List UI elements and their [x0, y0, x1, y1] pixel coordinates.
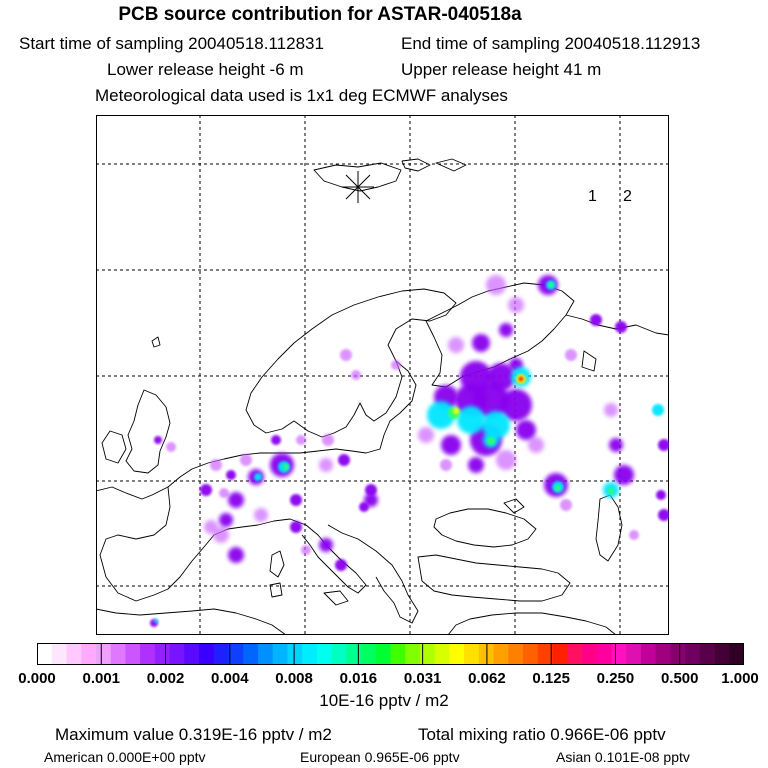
color-scale-cell	[155, 643, 170, 665]
total-mixing-label: Total mixing ratio 0.966E-06 pptv	[418, 725, 666, 744]
concentration-hotspot	[441, 435, 461, 455]
color-scale-tick-label: 0.250	[596, 670, 635, 687]
concentration-hotspot	[154, 436, 162, 444]
concentration-hotspot	[440, 459, 452, 471]
concentration-hotspot	[418, 427, 434, 443]
point-label-1: 1	[588, 188, 597, 205]
color-scale-cell	[214, 643, 229, 665]
color-scale-cell	[125, 643, 140, 665]
north-pole-marker	[342, 171, 374, 203]
map-title: PCB source contribution for ASTAR-040518a	[118, 4, 522, 25]
concentration-hotspot	[200, 484, 212, 496]
color-scale-cell	[449, 643, 464, 665]
color-scale-tick-label: 0.001	[82, 670, 121, 687]
color-scale-cell	[715, 643, 730, 665]
concentration-hotspot	[254, 508, 268, 522]
concentration-hotspot	[154, 619, 158, 623]
concentration-hotspot	[391, 360, 401, 370]
concentration-hotspot	[340, 349, 352, 361]
color-scale-tick-label: 0.125	[532, 670, 570, 687]
concentration-hotspot	[604, 403, 618, 417]
upper-height-label: Upper release height 41 m	[401, 60, 602, 79]
color-scale-cell	[656, 643, 671, 665]
color-scale-cell	[184, 643, 199, 665]
color-scale-cell	[641, 643, 656, 665]
color-scale-tick-label: 1.000	[721, 670, 759, 687]
concentration-hotspot	[590, 314, 602, 326]
concentration-hotspot	[290, 494, 302, 506]
color-scale-cell	[464, 643, 479, 665]
concentration-hotspot	[656, 490, 666, 500]
concentration-hotspot	[290, 521, 302, 533]
met-data-label: Meteorological data used is 1x1 deg ECMWF analyses	[95, 86, 508, 105]
concentration-hotspot	[486, 275, 506, 295]
color-scale-bar	[37, 643, 744, 665]
concentration-hotspot	[319, 458, 333, 472]
concentration-hotspot	[468, 457, 484, 473]
concentration-hotspot	[210, 459, 222, 471]
color-scale-cell	[538, 643, 553, 665]
concentration-hotspot	[496, 450, 516, 470]
concentration-hotspot	[516, 420, 536, 440]
color-scale-cell	[140, 643, 155, 665]
end-time-label: End time of sampling 20040518.112913	[401, 34, 701, 53]
asian-contribution: Asian 0.101E-08 pptv	[556, 749, 690, 765]
concentration-hotspot	[240, 454, 252, 466]
color-scale-cell	[111, 643, 126, 665]
concentration-hotspot	[499, 323, 513, 337]
american-contribution: American 0.000E+00 pptv	[44, 749, 206, 765]
concentration-hotspot	[213, 527, 229, 543]
color-scale-cell	[302, 643, 317, 665]
color-scale-cell	[170, 643, 185, 665]
color-scale-tick-label: 0.008	[275, 670, 313, 687]
concentration-hotspot	[519, 377, 524, 382]
color-scale-cell	[361, 643, 376, 665]
color-scale-cell	[273, 643, 288, 665]
color-scale-tick-label: 0.016	[339, 670, 378, 687]
concentration-hotspot	[219, 488, 229, 498]
max-value-label: Maximum value 0.319E-16 pptv / m2	[55, 725, 332, 744]
concentration-hotspot	[472, 334, 490, 352]
concentration-hotspot	[322, 434, 334, 446]
color-scale-tick-label: 0.031	[403, 670, 442, 687]
color-scale-cell	[553, 643, 568, 665]
legend-unit: 10E-16 pptv / m2	[319, 691, 449, 710]
concentration-hotspot	[457, 406, 485, 434]
color-scale-cell	[729, 643, 744, 665]
color-scale-cell	[258, 643, 273, 665]
concentration-hotspot	[301, 545, 311, 555]
color-scale-cell	[228, 643, 243, 665]
color-scale-cell	[52, 643, 67, 665]
color-scale-cell	[391, 643, 406, 665]
concentration-hotspot	[338, 454, 350, 466]
concentration-hotspot	[487, 437, 495, 445]
color-scale-cell	[582, 643, 597, 665]
concentration-hotspot	[319, 538, 333, 552]
concentration-hotspot	[528, 437, 544, 453]
concentration-hotspot	[508, 297, 524, 313]
european-contribution: European 0.965E-06 pptv	[300, 749, 460, 765]
color-scale-tick-label: 0.062	[468, 670, 506, 687]
concentration-map	[96, 115, 669, 635]
color-scale-cell	[567, 643, 582, 665]
color-scale-cell	[376, 643, 391, 665]
color-scale-cell	[626, 643, 641, 665]
color-scale-cell	[405, 643, 420, 665]
concentration-hotspot	[351, 370, 361, 380]
color-scale-cell	[494, 643, 509, 665]
color-scale-cell	[346, 643, 361, 665]
concentration-hotspot	[226, 470, 236, 480]
concentration-hotspot	[254, 473, 262, 481]
concentration-hotspot	[565, 349, 577, 361]
concentration-hotspot	[608, 488, 614, 494]
color-scale-cell	[597, 643, 612, 665]
color-scale-cell	[37, 643, 52, 665]
concentration-hotspot	[453, 408, 459, 414]
concentration-hotspot	[219, 513, 233, 527]
color-scale-cell	[685, 643, 700, 665]
concentration-hotspot	[283, 464, 289, 470]
concentration-hotspot	[166, 442, 176, 452]
color-scale-tick-label: 0.002	[146, 670, 185, 687]
concentration-hotspot	[629, 530, 639, 540]
color-scale-cell	[199, 643, 214, 665]
concentration-hotspot	[555, 485, 561, 491]
concentration-hotspot	[296, 435, 306, 445]
start-time-label: Start time of sampling 20040518.112831	[19, 34, 324, 53]
concentration-hotspot	[652, 404, 664, 416]
concentration-hotspot	[228, 547, 244, 563]
concentration-hotspot	[228, 492, 244, 508]
color-scale-tick-label: 0.500	[660, 670, 699, 687]
concentration-hotspot	[335, 559, 347, 571]
concentration-hotspot	[271, 435, 281, 445]
color-scale-cell	[81, 643, 96, 665]
concentration-hotspot	[614, 465, 634, 485]
color-scale-cell	[96, 643, 111, 665]
color-scale-cell	[508, 643, 523, 665]
color-scale-cell	[611, 643, 626, 665]
color-scale-cell	[66, 643, 81, 665]
point-label-2: 2	[623, 188, 632, 205]
color-scale-cell	[700, 643, 715, 665]
concentration-hotspot	[560, 499, 572, 511]
concentration-hotspot	[609, 438, 623, 452]
color-scale-cell	[523, 643, 538, 665]
concentration-hotspot	[359, 502, 369, 512]
color-scale-cell	[670, 643, 685, 665]
color-scale-cell	[287, 643, 302, 665]
color-scale-cell	[317, 643, 332, 665]
lower-height-label: Lower release height -6 m	[107, 60, 304, 79]
color-scale-tick-label: 0.004	[211, 670, 249, 687]
color-scale-cell	[332, 643, 347, 665]
concentration-hotspot	[615, 321, 627, 333]
concentration-hotspot	[549, 283, 554, 288]
color-scale-cell	[435, 643, 450, 665]
color-scale-tick-label: 0.000	[18, 670, 56, 687]
color-scale-cell	[243, 643, 258, 665]
concentration-hotspot	[448, 337, 464, 353]
